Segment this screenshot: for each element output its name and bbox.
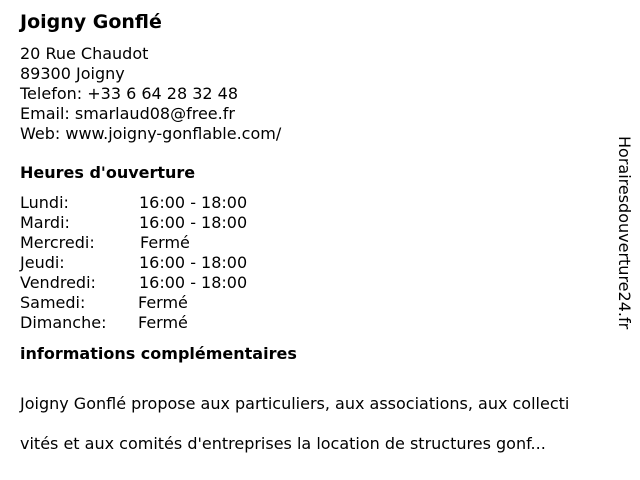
- day-label: Vendredi:: [20, 273, 96, 292]
- address-block: [20, 44, 605, 144]
- day-label: Dimanche:: [20, 313, 107, 332]
- hours-row-tuesday: [20, 213, 605, 233]
- hours-row-sunday: [20, 313, 605, 333]
- day-label: Samedi:: [20, 293, 86, 312]
- hours-row-monday: [20, 193, 605, 213]
- day-hours: 16:00 - 18:00: [139, 273, 248, 292]
- day-hours: Fermé: [138, 293, 188, 312]
- day-label: Jeudi:: [20, 253, 65, 272]
- day-label: Mercredi:: [20, 233, 95, 252]
- hours-table: [20, 193, 605, 333]
- day-hours: Fermé: [138, 313, 188, 332]
- phone-line: Telefon: +33 6 64 28 32 48: [20, 84, 239, 103]
- hours-row-wednesday: [20, 233, 605, 253]
- day-hours: 16:00 - 18:00: [139, 253, 248, 272]
- hours-row-saturday: [20, 293, 605, 313]
- address-street: 20 Rue Chaudot: [20, 44, 149, 63]
- hours-row-thursday: [20, 253, 605, 273]
- day-hours: 16:00 - 18:00: [139, 193, 248, 212]
- day-label: Lundi:: [20, 193, 69, 212]
- day-label: Mardi:: [20, 213, 70, 232]
- side-brand-watermark: [612, 136, 636, 372]
- side-brand-text: Horairesdouverture24.fr: [615, 136, 634, 330]
- description-line: Joigny Gonflé propose aux particuliers, aux associations, aux collecti: [20, 394, 570, 413]
- description-line: vités et aux comités d'entreprises la location de structures gonf...: [20, 434, 546, 453]
- info-heading: informations complémentaires: [20, 344, 297, 363]
- web-line: Web: www.joigny-gonflable.com/: [20, 124, 282, 143]
- description-text: [20, 374, 600, 474]
- day-hours: 16:00 - 18:00: [139, 213, 248, 232]
- hours-heading: Heures d'ouverture: [20, 163, 196, 182]
- email-line: Email: smarlaud08@free.fr: [20, 104, 235, 123]
- hours-row-friday: [20, 273, 605, 293]
- address-city: 89300 Joigny: [20, 64, 125, 83]
- business-name: Joigny Gonflé: [20, 11, 162, 33]
- day-hours: Fermé: [140, 233, 190, 252]
- business-card: [20, 10, 605, 474]
